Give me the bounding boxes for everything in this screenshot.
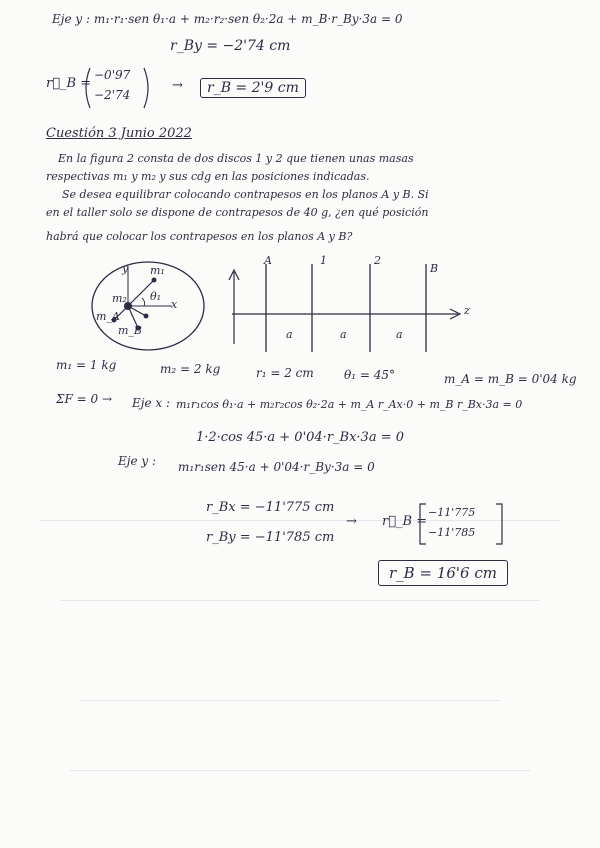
- vector-rb-label: r⃗_B =: [46, 76, 92, 91]
- given-m1: m₁ = 1 kg: [56, 358, 117, 372]
- plane-label-2: 2: [374, 254, 381, 267]
- rb-result-box: r_B = 2'9 cm: [200, 78, 306, 98]
- bleed-line: [70, 770, 530, 771]
- disk-m2-label: m₂: [112, 292, 127, 305]
- implies-arrow: →: [172, 78, 183, 93]
- disk-mB-label: m_B: [118, 324, 143, 337]
- plane-label-A: A: [264, 254, 272, 267]
- result-arrow: →: [346, 514, 357, 529]
- plane-label-B: B: [430, 262, 439, 275]
- vector-rb-x: −0'97: [94, 68, 131, 82]
- result-vector-x: −11'775: [428, 506, 476, 519]
- result-vector-y: −11'785: [428, 526, 476, 539]
- problem-line-3: Se desea equilibrar colocando contrapesos en los planos A y B. Si: [62, 188, 429, 201]
- rby-top: r_By = −2'74 cm: [170, 38, 291, 54]
- shaft-figure: [222, 258, 482, 358]
- eq-y-top: Eje y : m₁·r₁·sen θ₁·a + m₂·r₂·sen θ₂·2a + m_B·r_By·3a = 0: [52, 12, 403, 26]
- bleed-line: [60, 600, 540, 601]
- shaft-z-axis-label: z: [464, 304, 470, 317]
- problem-line-5: habrá que colocar los contrapesos en los planos A y B?: [46, 230, 353, 243]
- problem-line-4: en el taller solo se dispone de contrapesos de 40 g, ¿en qué posición: [46, 206, 429, 219]
- spacing-a-3: a: [396, 328, 403, 341]
- given-mA-mB: m_A = m_B = 0'04 kg: [444, 372, 577, 386]
- question-heading: Cuestión 3 Junio 2022: [46, 126, 192, 141]
- result-rby: r_By = −11'785 cm: [206, 530, 335, 545]
- eje-x-label: Eje x :: [132, 396, 171, 410]
- disk-mA-label: m_A: [96, 310, 120, 323]
- eje-y-label: Eje y :: [118, 454, 157, 468]
- disk-theta1-label: θ₁: [150, 290, 162, 303]
- problem-line-1: En la figura 2 consta de dos discos 1 y 2 que tienen unas masas: [58, 152, 414, 165]
- disk-y-axis-label: y: [122, 262, 129, 275]
- final-rb-box: r_B = 16'6 cm: [378, 560, 508, 586]
- bleed-line: [80, 700, 500, 701]
- sum-forces: ΣF = 0 →: [56, 392, 112, 406]
- spacing-a-2: a: [340, 328, 347, 341]
- eq-x-numeric: 1·2·cos 45·a + 0'04·r_Bx·3a = 0: [196, 430, 404, 445]
- disk-x-axis-label: x: [171, 298, 178, 311]
- eq-y-numeric: m₁r₁sen 45·a + 0'04·r_By·3a = 0: [178, 460, 375, 474]
- problem-line-2: respectivas m₁ y m₂ y sus cdg en las posiciones indicadas.: [46, 170, 370, 183]
- result-rbx: r_Bx = −11'775 cm: [206, 500, 335, 515]
- vector-rb-y: −2'74: [94, 88, 131, 102]
- plane-label-1: 1: [320, 254, 327, 267]
- given-r1: r₁ = 2 cm: [256, 366, 314, 380]
- given-theta1: θ₁ = 45°: [344, 368, 395, 382]
- eq-x-symbolic: m₁r₁cos θ₁·a + m₂r₂cos θ₂·2a + m_A r_Ax·0 + m_B r_Bx·3a = 0: [176, 398, 523, 411]
- result-vector-label: r⃗_B =: [382, 514, 428, 529]
- given-m2: m₂ = 2 kg: [160, 362, 221, 376]
- spacing-a-1: a: [286, 328, 293, 341]
- disk-m1-label: m₁: [150, 264, 165, 277]
